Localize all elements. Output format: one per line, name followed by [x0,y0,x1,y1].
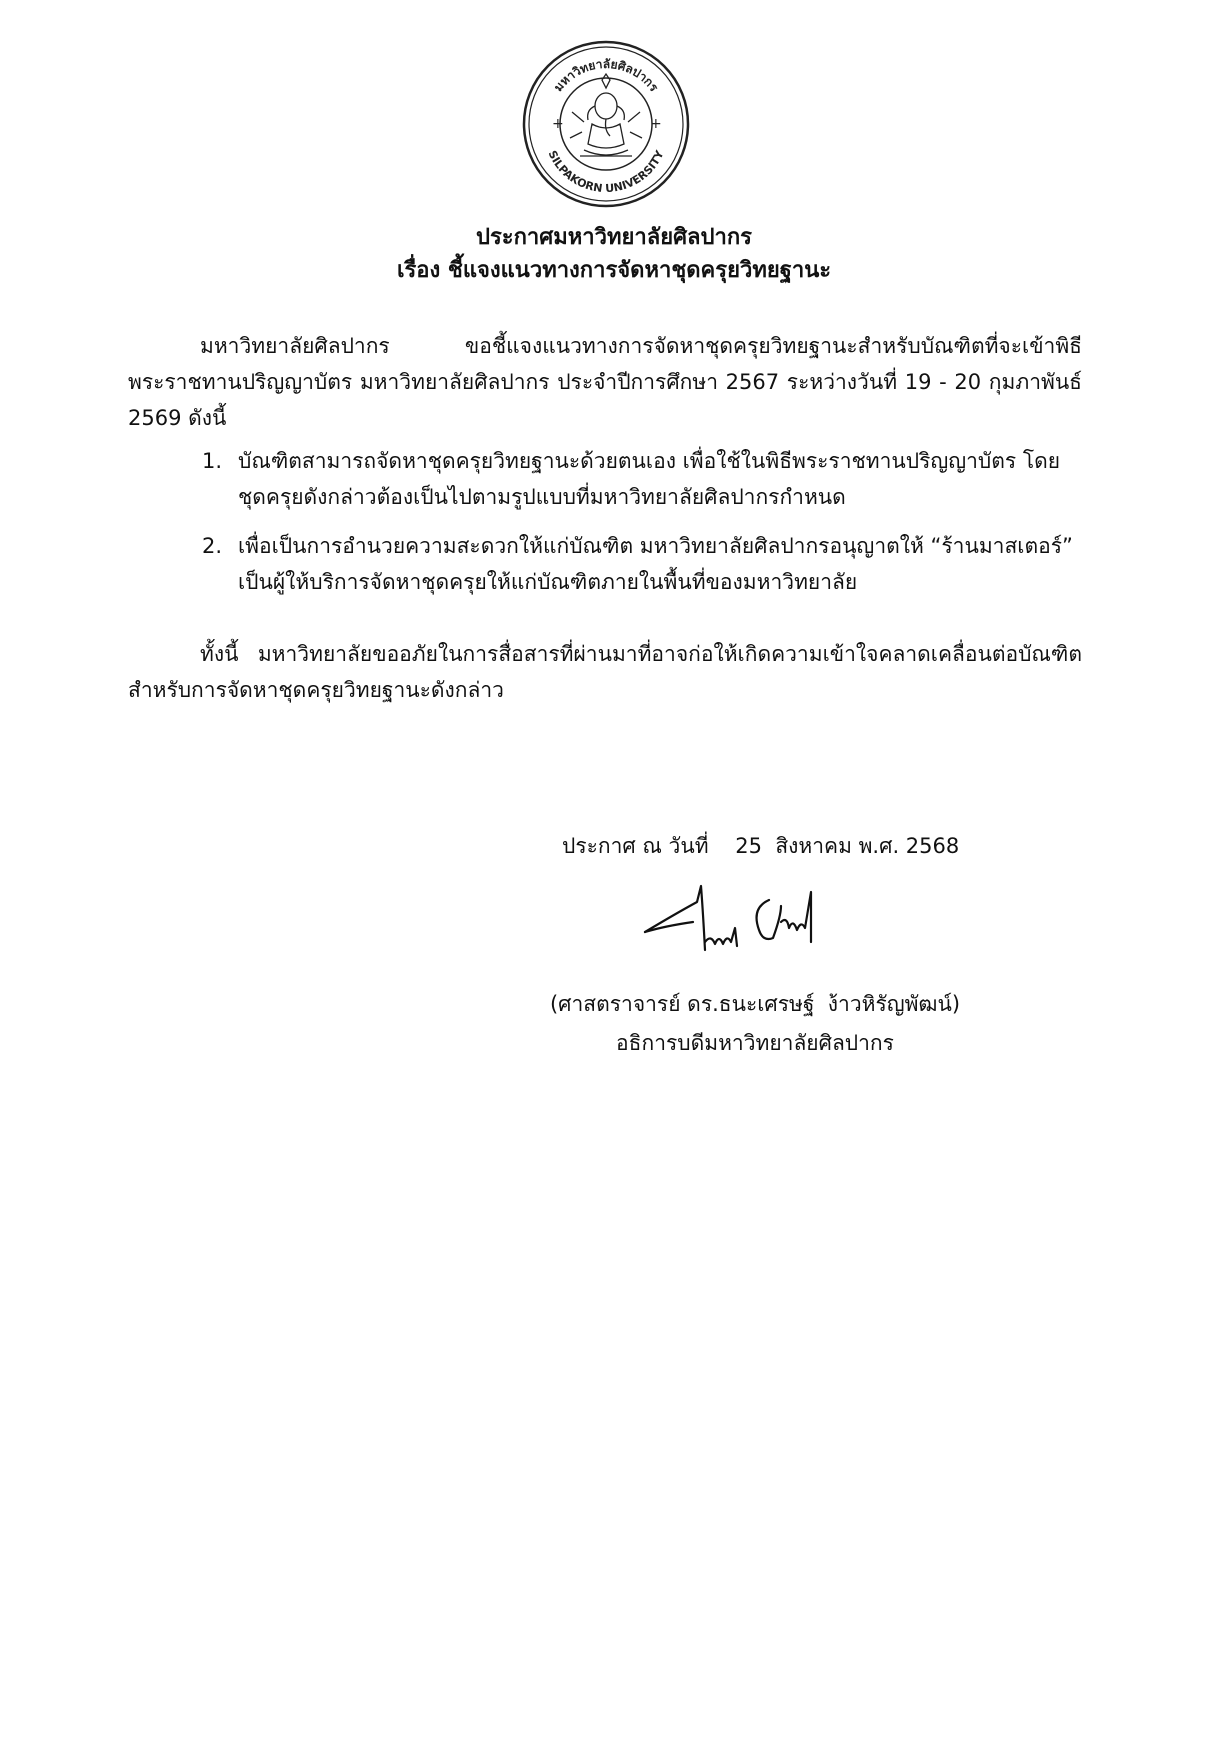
list-item [202,443,1082,515]
announcement-title: ประกาศมหาวิทยาลัยศิลปากร [476,225,752,250]
signer-position: อธิการบดีมหาวิทยาลัยศิลปากร [616,1031,894,1055]
handwritten-signature [635,872,855,962]
announcement-date: ประกาศ ณ วันที่ 25 สิงหาคม พ.ศ. 2568 [562,834,960,858]
list-item-text: เพื่อเป็นการอำนวยความสะดวกให้แก่บัณฑิต มหาวิทยาลัยศิลปากรอนุญาตให้ “ร้านมาสเตอร์” เป็นผู้ให้บริการจัดหาชุดครุยให้แก่บัณฑิตภายในพื้นที่ของมหาวิทยาลัย [238,534,1073,594]
signer-name: (ศาสตราจารย์ ดร.ธนะเศรษฐ์ ง้าวหิรัญพัฒน์) [549,992,961,1016]
university-seal-logo [522,40,690,208]
svg-text:+: + [552,116,564,132]
list-item-number: 2. [202,534,223,558]
announcement-subject: เรื่อง ชี้แจงแนวทางการจัดหาชุดครุยวิทยฐานะ [396,258,832,283]
svg-text:+: + [650,116,662,132]
list-item-text: บัณฑิตสามารถจัดหาชุดครุยวิทยฐานะด้วยตนเอง เพื่อใช้ในพิธีพระราชทานปริญญาบัตร โดยชุดครุยดังกล่าวต้องเป็นไปตามรูปแบบที่มหาวิทยาลัยศิลปากรกำหนด [238,449,1061,509]
list-item-number: 1. [202,449,223,473]
list-item [202,528,1082,600]
seal-thai-text: มหาวิทยาลัยศิลปากร [551,56,661,95]
seal-english-text: SILPAKORN UNIVERSITY [545,148,667,196]
closing-paragraph: ทั้งนี้ มหาวิทยาลัยขออภัยในการสื่อสารที่ผ่านมาที่อาจก่อให้เกิดความเข้าใจคลาดเคลื่อนต่อบัณฑิต สำหรับการจัดหาชุดครุยวิทยฐานะดังกล่าว [128,642,1082,702]
intro-paragraph: มหาวิทยาลัยศิลปากร ขอชี้แจงแนวทางการจัดหาชุดครุยวิทยฐานะสำหรับบัณฑิตที่จะเข้าพิธีพระราชทานปริญญาบัตร มหาวิทยาลัยศิลปากร ประจำปีการศึกษา 2567 ระหว่างวันที่ 19 - 20 กุมภาพันธ์ 2569 ดังนี้ [128,334,1082,430]
